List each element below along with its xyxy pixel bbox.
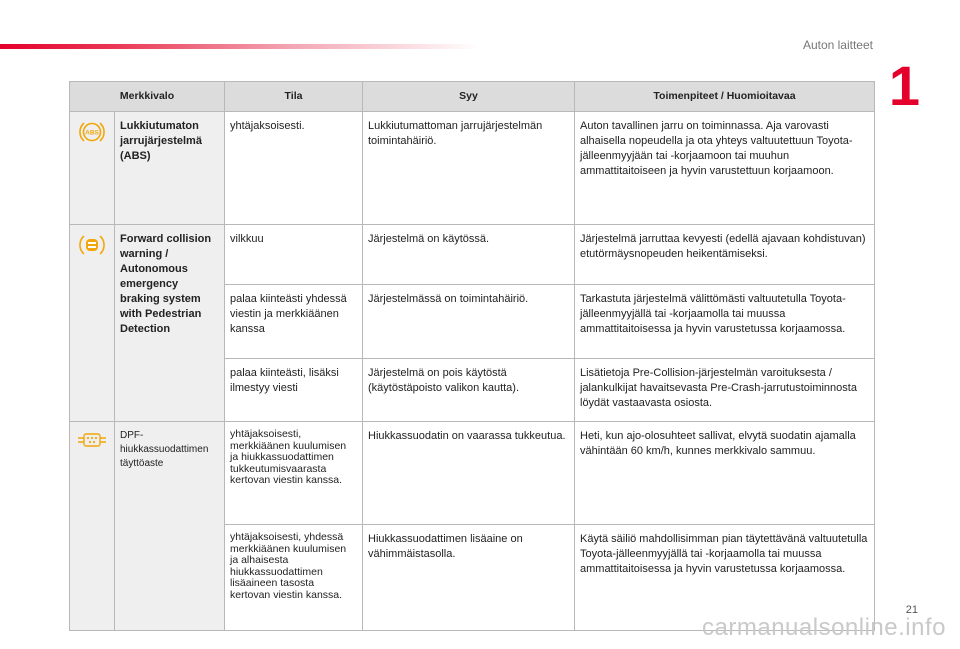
- warning-lights-table: [69, 81, 875, 631]
- pcs-cause-3: Järjestelmä on pois käytöstä (käytöstäpoisto valikon kautta).: [363, 359, 575, 422]
- pcs-action-1: Järjestelmä jarruttaa kevyesti (edellä ajavaan kohdistuvan) etutörmäysnopeuden heikentämiseksi.: [575, 225, 875, 285]
- pcs-cause-2: Järjestelmässä on toimintahäiriö.: [363, 285, 575, 359]
- dpf-name: DPF-hiukkassuodattimen täyttöaste: [115, 422, 225, 631]
- section-title: Auton laitteet: [802, 38, 873, 52]
- pcs-cause-1: Järjestelmä on käytössä.: [363, 225, 575, 285]
- table-row: [70, 422, 875, 525]
- pcs-name: Forward collision warning / Autonomous emergency braking system with Pedestrian Detection: [115, 225, 225, 422]
- particulate-filter-icon: [77, 442, 107, 454]
- pcs-action-2: Tarkastuta järjestelmä välittömästi valtuutetulla Toyota-jälleenmyyjällä tai -korjaamolla tai muussa ammattitaitoisessa ja hyvin varustetussa korjaamossa.: [575, 285, 875, 359]
- column-header-action: Toimenpiteet / Huomioitavaa: [575, 82, 875, 112]
- header-accent-bar: [0, 44, 480, 49]
- column-header-cause: Syy: [363, 82, 575, 112]
- abs-name: Lukkiutumaton jarrujärjestelmä (ABS): [115, 112, 225, 225]
- dpf-state-2: yhtäjaksoisesti, yhdessä merkkiäänen kuulumisen ja alhaisesta hiukkassuodattimen lisäaineen tasosta kertovan viestin kanssa.: [225, 525, 363, 631]
- table-row: [70, 225, 875, 285]
- dpf-cause-2: Hiukkassuodattimen lisäaine on vähimmäistasolla.: [363, 525, 575, 631]
- dpf-action-1: Heti, kun ajo-olosuhteet sallivat, elvytä suodatin ajamalla vähintään 60 km/h, kunnes merkkivalo sammuu.: [575, 422, 875, 525]
- abs-action: Auton tavallinen jarru on toiminnassa. Aja varovasti alhaisella nopeudella ja ota yhteys valtuutettuun Toyota-jälleenmyyjään tai -korjaamoon tai muuhun ammattitaitoiseen ja hyvin varustettuun korjaamoon.: [575, 112, 875, 225]
- dpf-cause-1: Hiukkassuodatin on vaarassa tukkeutua.: [363, 422, 575, 525]
- watermark: carmanualsonline.info: [702, 614, 946, 641]
- abs-state: yhtäjaksoisesti.: [225, 112, 363, 225]
- pre-collision-warning-icon: [79, 249, 105, 261]
- pcs-state-2: palaa kiinteästi yhdessä viestin ja merkkiäänen kanssa: [225, 285, 363, 359]
- chapter-number: 1: [888, 54, 920, 117]
- dpf-action-2: Käytä säiliö mahdollisimman pian täytettävänä valtuutetulla Toyota-jälleenmyyjällä tai -korjaamolla tai muussa ammattitaitoisessa ja hyvin varustetussa korjaamossa.: [575, 525, 875, 631]
- dpf-state-1: yhtäjaksoisesti, merkkiäänen kuulumisen ja hiukkassuodattimen tukkeutumisvaarasta kertovan viestin kanssa.: [225, 422, 363, 525]
- svg-text:ABS: ABS: [85, 129, 99, 137]
- column-header-state: Tila: [225, 82, 363, 112]
- page-number: 21: [905, 604, 918, 616]
- abs-icon-cell: [70, 112, 115, 225]
- table-header-row: [70, 82, 875, 112]
- table-row: [70, 112, 875, 225]
- abs-cause: Lukkiutumattoman jarrujärjestelmän toimintahäiriö.: [363, 112, 575, 225]
- abs-warning-icon: [79, 129, 105, 148]
- column-header-indicator: Merkkivalo: [70, 82, 225, 112]
- pcs-state-3: palaa kiinteästi, lisäksi ilmestyy viesti: [225, 359, 363, 422]
- dpf-icon-cell: [70, 422, 115, 631]
- pcs-state-1: vilkkuu: [225, 225, 363, 285]
- pcs-action-3: Lisätietoja Pre-Collision-järjestelmän varoituksesta / jalankulkijat havaitsevasta Pre-Crash-jarrutustoiminnosta löydät vastaavasta osiosta.: [575, 359, 875, 422]
- pcs-icon-cell: [70, 225, 115, 422]
